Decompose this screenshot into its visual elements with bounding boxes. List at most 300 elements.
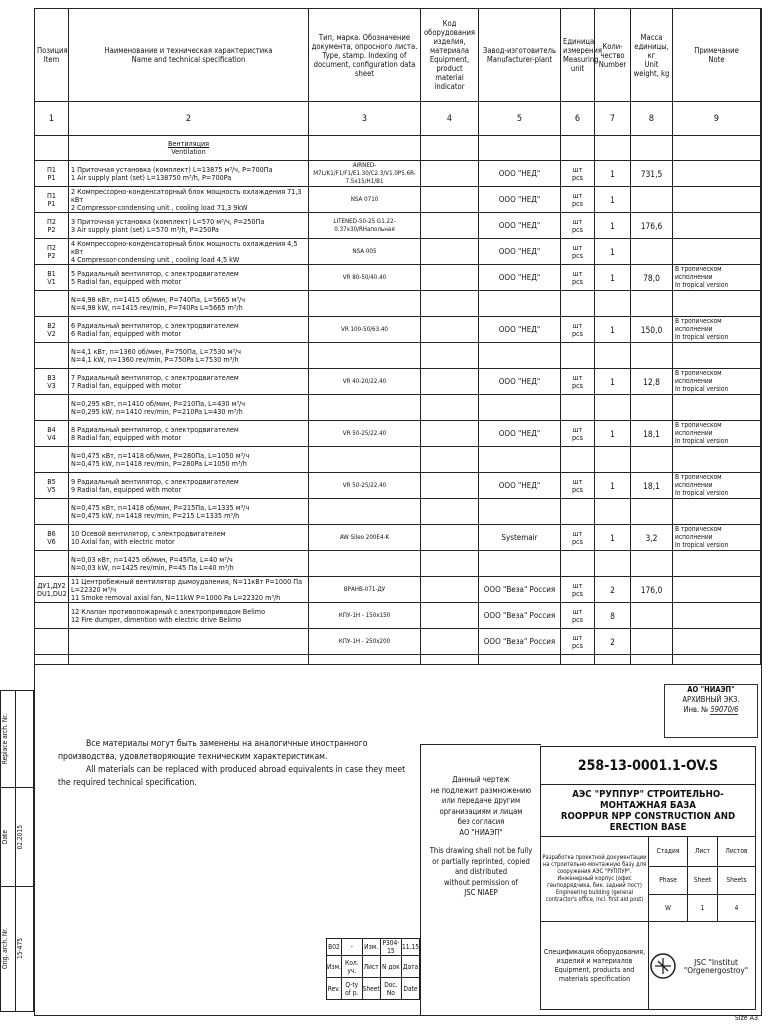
orig-arch-value: 15-475 [15,938,24,960]
cell-code [421,629,479,655]
header-ru: Наименование и техническая характеристика [104,46,273,55]
cell-line: 176,0 [640,584,663,595]
revision-header-ru: Изм. [327,956,342,978]
stamp-label: АРХИВНЫЙ ЭКЗ. [682,695,740,704]
cell-mass [631,265,673,291]
sheet-label-ru: Лист [688,836,718,866]
cell-qty [595,161,631,187]
cell-line: In tropical version [675,541,729,549]
revision-value: B02 [327,939,342,956]
cell-unit [561,213,595,239]
cell-line: ООО "Веза" Россия [483,584,556,594]
cell-line: П2 [47,242,56,252]
cell-line: В4 [47,424,56,434]
cell-line: In tropical version [675,437,729,445]
cell-mfr [479,473,561,499]
revision-header-en: Doc. No [380,978,401,1000]
cell-line: В5 [47,476,56,486]
header-col-7 [595,9,631,102]
cell-line: 6 Радиальный вентилятор, с электродвигателем [71,320,239,330]
section-pos-cell [35,136,69,161]
cell-qty [595,317,631,343]
section-title-cell [69,136,309,161]
cell-code [421,187,479,213]
column-number: 5 [479,102,561,136]
cell-line: шт [572,242,583,252]
warning-line: организациям и лицам [439,806,523,816]
cell-name [69,213,309,239]
cell-mfr [479,421,561,447]
revision-value: РЗ04-15 [380,939,401,956]
cell-line: 11 Центробежный вентилятор дымоудаления, N=11кВт P=1000 Па L=22320 м³/ч [71,576,303,594]
replace-arch-label: Replace arch. Nr. [1,713,9,765]
revision-header-ru: Кол. уч. [341,956,362,978]
cell-line: In tropical version [675,489,729,497]
header-en: Manufacturer-plant [486,55,553,64]
cell-name [69,447,309,473]
cell-mfr [479,499,561,525]
cell-line: шт [572,216,583,226]
cell-note [673,239,761,265]
cell-line: pcs [571,640,584,650]
warning-line: or partially reprinted, copied [432,856,530,866]
cell-line: В тропическом исполнении [675,265,722,281]
header-ru: Тип, марка. Обозначение документа, опросного листа. [311,32,418,51]
cell-line: LITENED-50-25 G1.22-0.37x30/RНапольная [333,217,396,233]
cell-line: 12,8 [643,376,660,387]
cell-line: ДУ1,ДУ2 [37,580,66,590]
sheets-value: 4 [717,894,755,922]
cell-unit [561,629,595,655]
cell-line: 2 Compressor-condensing unit , cooling load 71,3 9kW [71,202,248,212]
cell-note [673,551,761,577]
cell-type [309,369,421,395]
stamp-org: АО "НИАЭП" [687,685,735,694]
cell-line: ООО "Веза" Россия [483,610,556,620]
cell-qty [595,421,631,447]
cell-note [673,343,761,369]
cell-line: AW Sileo 200E4-K [339,533,390,541]
column-number: 7 [595,102,631,136]
cell-code [421,551,479,577]
cell-pos [35,551,69,577]
table-row [35,239,761,265]
cell-line: ООО "НЕД" [498,168,541,178]
sheet-size: Size A3 [734,1014,758,1022]
header-en: Equipment, product material indicator [429,55,470,91]
cell-line: шт [572,190,583,200]
cell-name [69,551,309,577]
cell-line: P1 [47,198,56,208]
cell-line: 1 [610,246,615,257]
cell-pos [35,317,69,343]
warning-line: или передаче другим [441,796,521,805]
copy-warning [420,744,541,1016]
cell-mfr [479,317,561,343]
cell-pos [35,343,69,369]
cell-line: 4 Компрессорно-конденсаторный блок мощность охлаждения 4,5 кВт [71,238,298,256]
cell-line: pcs [571,276,584,286]
header-ru: Масса единицы, кг [634,32,669,60]
column-number: 1 [35,102,69,136]
cell-line: В2 [47,320,56,330]
cell-name [69,291,309,317]
cell-note [673,525,761,551]
cell-line: 12 Клапан противопожарный с электроприводом Belimo [71,606,266,616]
cell-line: 8 Radial fan, equipped with motor [71,432,182,442]
cell-pos [35,577,69,603]
cell-line: шт [572,580,583,590]
cell-line: В тропическом исполнении [675,369,722,385]
cell-name [69,577,309,603]
cell-line: P2 [47,224,56,234]
cell-line: N=0,475 kW, n=1418 rev/min, P=280Pa L=1050 m³/h [71,458,247,468]
warning-line: не подлежит размножению [430,785,532,795]
project-title-en: ROOPPUR NPP CONSTRUCTION AND ERECTION BASE [560,810,736,833]
cell-type [309,473,421,499]
desc-ru: Разработка проектной документации на строительно-монтажную базу для сооружения АЭС "РУППУР". [542,854,647,875]
cell-mfr [479,291,561,317]
cell-line: V3 [47,380,56,390]
table-row [35,161,761,187]
warning-line: This drawing shall not be fully [429,846,533,855]
cell-line: 9 Radial fan, equipped with motor [71,484,182,494]
cell-line: pcs [571,198,584,208]
cell-type [309,421,421,447]
cell-type [309,187,421,213]
header-ru: Завод-изготовитель [482,46,556,55]
spec-title-ru: Спецификация оборудования, изделий и материалов [543,947,646,965]
cell-line: шт [572,268,583,278]
cell-line: 1 [610,324,615,335]
cell-type [309,499,421,525]
cell-type [309,551,421,577]
cell-mass [631,239,673,265]
revision-value: - [341,939,362,956]
cell-type [309,447,421,473]
cell-line: DU1,DU2 [37,588,67,598]
cell-line: 10 Осевой вентилятор, с электродвигателем [71,528,226,538]
cell-mfr [479,369,561,395]
cell-line: П1 [47,190,56,200]
cell-line: 6 Radial fan, equipped with motor [71,328,182,338]
cell-line: V1 [47,276,56,286]
cell-note [673,161,761,187]
column-number: 4 [421,102,479,136]
cell-unit [561,291,595,317]
cell-line: П1 [47,164,56,174]
cell-mfr [479,187,561,213]
table-row [35,395,761,421]
cell-line: P2 [47,250,56,260]
cell-line: 2 [610,636,615,647]
cell-line: 5 Радиальный вентилятор, с электродвигателем [71,268,239,278]
cell-line: V6 [47,536,56,546]
cell-line: AIRNED-M7L/K1/F1/F1/E1.30/C2.3/V1.0P5.6R-7.5x15/H1/B1 [313,161,416,185]
cell-note [673,473,761,499]
cell-name [69,603,309,629]
header-col-3 [309,9,421,102]
cell-line: 1 [610,272,615,283]
cell-line: 5 Radial fan, equipped with motor [71,276,182,286]
cell-mfr [479,525,561,551]
cell-line: В тропическом исполнении [675,421,722,437]
project-title-ru: АЭС "РУППУР" СТРОИТЕЛЬНО-МОНТАЖНАЯ БАЗА [572,788,724,811]
cell-line: VR 100-50/63.40 [341,325,388,333]
cell-mass [631,213,673,239]
cell-line: pcs [571,484,584,494]
cell-line: VR 40-20/22.40 [342,377,387,385]
cell-pos [35,161,69,187]
table-row [35,317,761,343]
cell-name [69,525,309,551]
revision-header-en: Q-ty of p. [341,978,362,1000]
cell-line: N=0,295 кВт, n=1410 об/мин, P=210Па, L=430 м³/ч [71,398,246,408]
header-col-9 [673,9,761,102]
cell-mass [631,317,673,343]
warning-line: without permission of [444,877,518,887]
cell-line: ООО "НЕД" [498,376,541,386]
revision-header-en: Rev. [327,978,342,1000]
cell-type [309,525,421,551]
header-en: Measuring unit [563,55,599,73]
cell-name [69,265,309,291]
revision-header-en: Date [402,978,420,1000]
revision-value: Изм. [362,939,380,956]
cell-line: pcs [571,224,584,234]
cell-line: N=0,295 kW, n=1410 rev/min, P=210Pa L=430 m³/h [71,406,243,416]
table-row [35,213,761,239]
revision-block [326,938,420,1000]
cell-pos [35,213,69,239]
cell-line: 1 [610,376,615,387]
cell-note [673,421,761,447]
cell-name [69,369,309,395]
cell-line: 2 [610,584,615,595]
cell-code [421,161,479,187]
cell-mfr [479,265,561,291]
column-number-row [35,102,761,136]
table-row [35,473,761,499]
table-row [35,447,761,473]
cell-line: шт [572,164,583,174]
cell-name [69,187,309,213]
cell-line: pcs [571,172,584,182]
header-ru: Коли-чество [600,41,625,60]
cell-line: pcs [571,432,584,442]
cell-unit [561,369,595,395]
cell-type [309,577,421,603]
cell-code [421,525,479,551]
note-ru: Все материалы могут быть заменены на аналогичные иностранного производства, удовлетворяющие техническим характеристикам. [58,739,368,762]
cell-unit [561,239,595,265]
desc-en: Engineering building (general contractor's office, incl. first aid post) [545,889,644,903]
cell-note [673,395,761,421]
cell-type [309,213,421,239]
cell-mfr [479,239,561,265]
cell-unit [561,603,595,629]
cell-note [673,603,761,629]
cell-line: КПУ-1Н - 250х200 [338,637,391,645]
cell-name [69,161,309,187]
cell-line: 8 [610,610,615,621]
cell-mfr [479,577,561,603]
warning-line: JSC NIAEP [464,888,498,897]
cell-line: 7 Радиальный вентилятор, с электродвигателем [71,372,239,382]
cell-code [421,317,479,343]
cell-line: N=0,03 кВт, n=1425 об/мин, P=45Па, L=40 м³/ч [71,554,233,564]
cell-qty [595,395,631,421]
cell-mfr [479,161,561,187]
warning-line: АО "НИАЭП" [459,827,503,837]
header-col-2 [69,9,309,102]
header-en: Item [43,55,60,64]
cell-mfr [479,447,561,473]
cell-line: В3 [47,372,56,382]
cell-code [421,265,479,291]
cell-code [421,473,479,499]
table-row [35,369,761,395]
cell-unit [561,577,595,603]
cell-line: 3 Air supply plant (set) L=570 m³/h, P=250Pa [71,224,219,234]
company-name: JSC "Institut "Orgenergostroy" [683,956,749,975]
cell-code [421,421,479,447]
cell-line: VR 80-50/40.40 [342,273,387,281]
cell-unit [561,343,595,369]
cell-line: pcs [571,250,584,260]
stage-label-en: Phase [649,866,688,894]
cell-line: шт [572,476,583,486]
cell-note [673,577,761,603]
header-col-8 [631,9,673,102]
cell-mass [631,577,673,603]
cell-qty [595,473,631,499]
cell-note [673,187,761,213]
cell-name [69,395,309,421]
cell-name [69,499,309,525]
cell-mass [631,291,673,317]
cell-qty [595,629,631,655]
cell-note [673,291,761,317]
cell-qty [595,499,631,525]
cell-type [309,239,421,265]
cell-code [421,499,479,525]
cell-mfr [479,551,561,577]
cell-line: В6 [47,528,56,538]
revision-value: 11.15 [402,939,420,956]
cell-line: ООО "НЕД" [498,324,541,334]
cell-name [69,629,309,655]
cell-line: N=4,1 kW, n=1360 rev/min, P=750Pa L=7530 m³/h [71,354,239,364]
cell-pos [35,525,69,551]
cell-pos [35,291,69,317]
cell-line: 12 Fire dumper, dimention with electric drive Belimo [71,614,242,624]
revision-header-ru: Дата [402,956,420,978]
cell-mass [631,343,673,369]
cell-type [309,629,421,655]
cell-mfr [479,395,561,421]
cell-type [309,265,421,291]
cell-line: 731,5 [640,168,663,179]
cell-mass [631,603,673,629]
cell-pos [35,629,69,655]
cell-mfr [479,343,561,369]
cell-line: In tropical version [675,333,729,341]
cell-name [69,473,309,499]
warning-line: Данный чертеж [452,775,510,784]
cell-line: V4 [47,432,56,442]
cell-line: П2 [47,216,56,226]
title-block [540,746,756,1010]
orig-arch-label: Orig. arch. Nr. [1,928,9,970]
sheets-label-ru: Листов [717,836,755,866]
cell-unit [561,317,595,343]
cell-line: В тропическом исполнении [675,525,722,541]
date-value: 02.2015 [15,824,24,850]
header-ru: Код оборудования изделия, материала [423,19,476,55]
table-row [35,603,761,629]
cell-line: N=4,1 кВт, n=1360 об/мин, P=750Па, L=7530 м³/ч [71,346,241,356]
header-en: Note [708,55,725,64]
cell-line: pcs [571,380,584,390]
cell-code [421,239,479,265]
cell-qty [595,291,631,317]
cell-qty [595,265,631,291]
spec-title-en: Equipment, products and materials specification [554,965,635,983]
cell-pos [35,473,69,499]
cell-line: В тропическом исполнении [675,473,722,489]
table-row [35,577,761,603]
cell-line: КПУ-1Н - 150х150 [338,611,391,619]
header-ru: Единица измерения [563,37,602,55]
cell-qty [595,343,631,369]
cell-mass [631,161,673,187]
cell-pos [35,239,69,265]
cell-mass [631,421,673,447]
cell-line: 4 Compressor-condensing unit , cooling load 4,5 kW [71,254,240,264]
cell-qty [595,525,631,551]
cell-line: шт [572,372,583,382]
note-en: All materials can be replaced with produced abroad equivalents in case they meet the required technical specification. [58,765,406,788]
column-number: 8 [631,102,673,136]
company-logo-icon [649,952,677,980]
column-number: 6 [561,102,595,136]
cell-line: V2 [47,328,56,338]
header-ru: Примечание [694,46,739,55]
cell-line: VR 50-25/22.40 [342,429,387,437]
cell-line: 150,0 [640,324,663,335]
cell-mass [631,499,673,525]
cell-pos [35,421,69,447]
cell-line: ООО "НЕД" [498,480,541,490]
cell-mfr [479,629,561,655]
cell-line: шт [572,320,583,330]
cell-line: 1 [610,194,615,205]
stamp-inv-prefix: Инв. № [683,705,709,714]
cell-note [673,499,761,525]
cell-code [421,369,479,395]
cell-mass [631,473,673,499]
cell-name [69,239,309,265]
cell-qty [595,551,631,577]
table-row [35,525,761,551]
cell-mass [631,369,673,395]
cell-line: шт [572,606,583,616]
header-ru: Позиция [37,46,68,55]
general-notes [58,738,408,790]
cell-pos [35,447,69,473]
table-row [35,343,761,369]
